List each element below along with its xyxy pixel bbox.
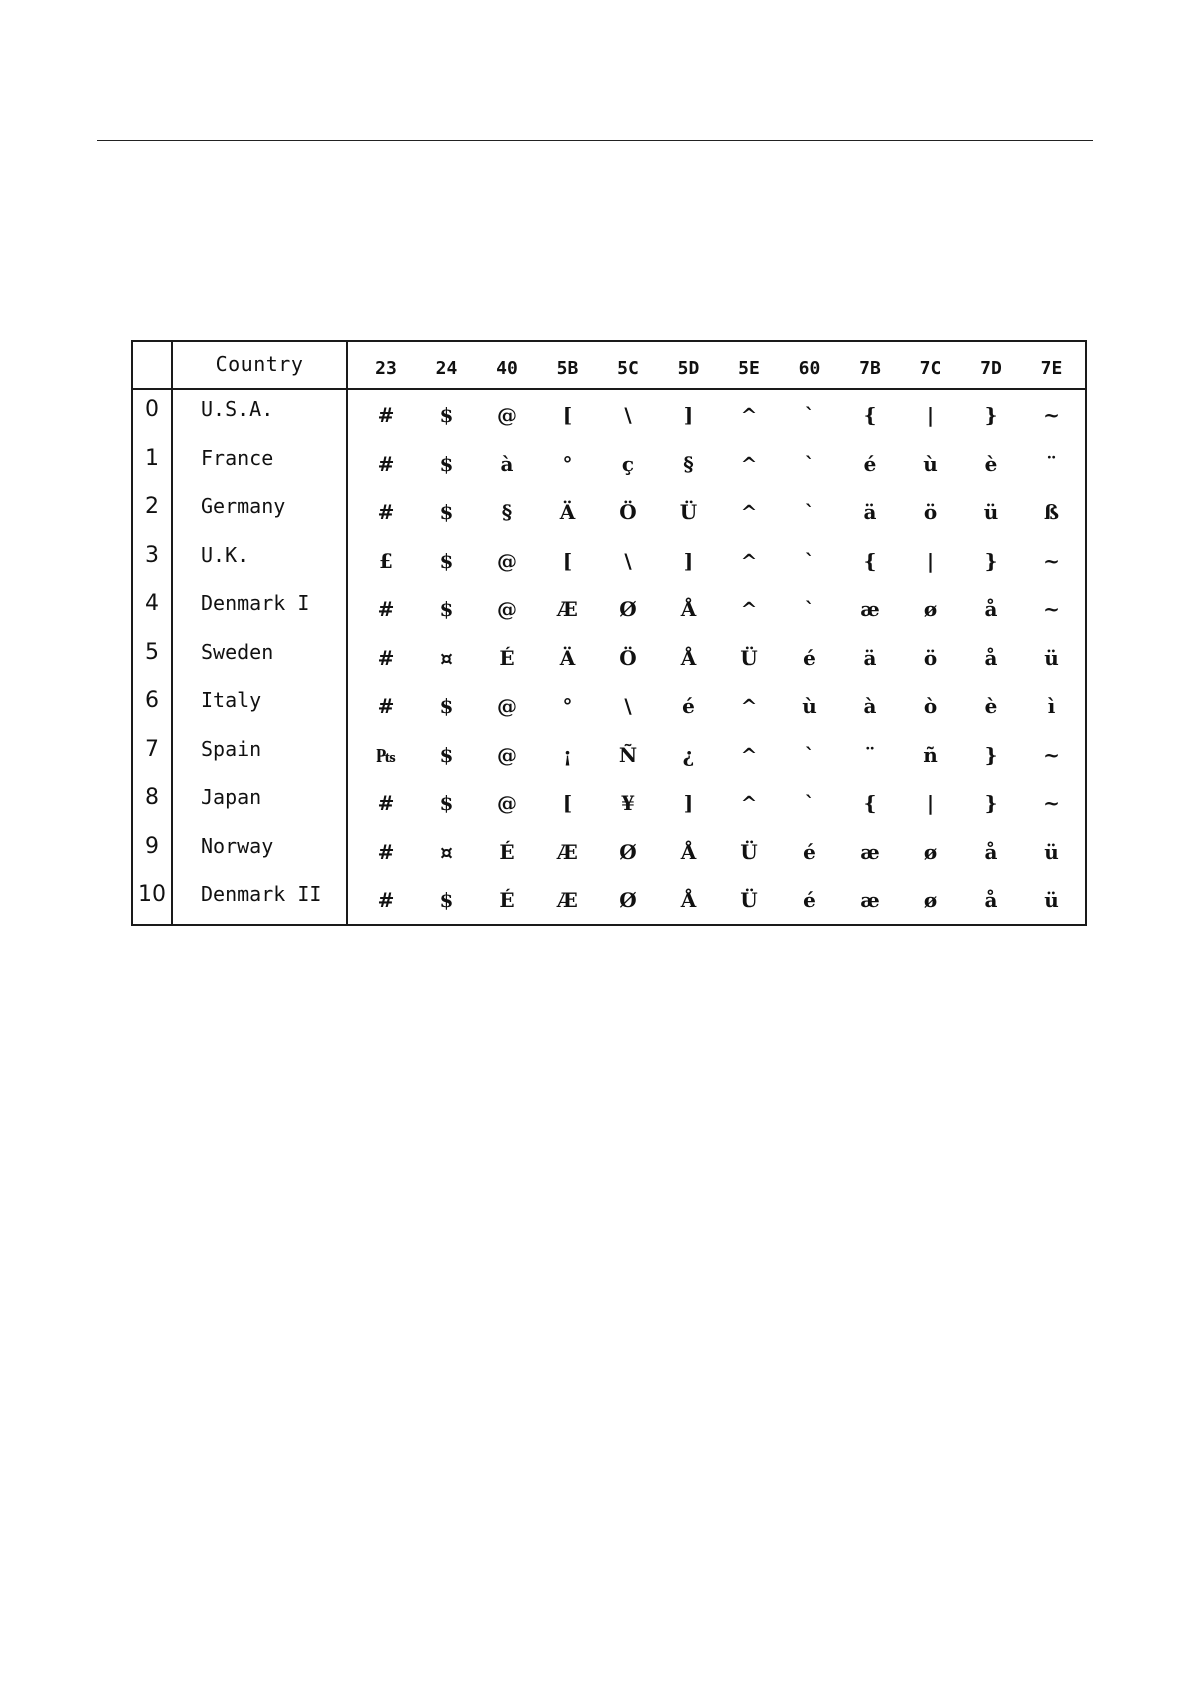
char-cell-5e: ^ [740,548,758,573]
char-cell-24: $ [439,694,454,718]
char-cell-5b: [ [562,548,573,573]
char-cell-7e: ü [1044,645,1059,670]
char-cell-5c: Ø [619,839,637,864]
char-cell-5c: ¥ [621,791,635,815]
char-cell-7d: ü [983,500,999,524]
char-cell-60: ` [804,500,815,524]
char-cell-5c: Ñ [618,742,638,767]
char-cell-7d: å [984,645,998,670]
char-cell-7b: æ [860,839,880,864]
char-cell-23: # [377,694,395,718]
char-cell-24: $ [439,597,454,621]
char-cell-5c: Ö [619,500,637,524]
char-cell-23: # [377,500,395,524]
char-cell-5e: Ü [740,645,758,670]
char-cell-7e: ¨ [1046,451,1057,476]
char-cell-7d: å [984,597,998,621]
table-row [133,733,1085,781]
char-cell-40: @ [497,694,517,718]
char-cell-5d: é [682,694,695,718]
row-number: 2 [145,494,159,519]
char-cell-5b: Æ [557,888,578,912]
table-row [133,684,1085,732]
char-cell-24: ¤ [440,839,453,864]
code-header-24: 24 [435,358,458,379]
char-cell-7e: ü [1044,888,1059,912]
char-cell-5d: Ü [679,500,698,524]
char-cell-5e: ^ [740,791,758,815]
header-divider [133,388,1085,390]
char-cell-7e: ~ [1043,548,1060,573]
table-row [133,539,1085,587]
char-cell-40: @ [497,548,517,573]
char-cell-23: # [377,645,395,670]
char-cell-7e: ~ [1043,597,1060,621]
country-name: France [201,445,274,470]
char-cell-5b: Æ [557,597,578,621]
char-cell-5e: Ü [740,888,758,912]
table-row [133,587,1085,635]
char-cell-5e: ^ [740,597,758,621]
char-cell-23: # [377,451,395,476]
char-cell-40: @ [497,791,517,815]
international-character-set-table [131,340,1087,926]
char-cell-7b: ¨ [865,742,875,767]
table-row [133,393,1085,441]
char-cell-24: $ [439,742,454,767]
char-cell-7c: ò [923,694,938,718]
country-name: Denmark II [201,882,322,906]
char-cell-5e: ^ [740,500,758,524]
char-cell-5b: [ [562,403,573,427]
char-cell-23: ₧ [376,742,396,767]
char-cell-7c: ø [923,888,938,912]
code-header-7d: 7D [980,358,1002,379]
char-cell-5d: Å [680,597,697,621]
char-cell-7d: å [984,888,998,912]
char-cell-7b: ä [863,500,877,524]
char-cell-5d: Å [680,645,697,670]
char-cell-24: $ [439,403,454,427]
char-cell-5c: \ [624,403,632,427]
char-cell-7c: ö [923,500,938,524]
char-cell-40: É [499,888,515,912]
char-cell-23: # [377,888,395,912]
char-cell-7c: ö [923,645,938,670]
row-number: 4 [145,591,159,616]
char-cell-7d: è [984,451,998,476]
row-number: 9 [145,833,159,859]
char-cell-7c: | [926,548,935,573]
char-cell-5c: \ [624,694,632,718]
char-cell-7d: } [984,742,998,767]
table-row [133,442,1085,490]
char-cell-5d: ] [683,403,694,427]
country-name: Spain [201,736,262,761]
char-cell-60: é [803,888,816,912]
char-cell-7b: { [863,403,877,427]
char-cell-60: ` [804,791,815,815]
char-cell-7b: { [863,548,877,573]
code-header-5b: 5B [556,358,579,379]
char-cell-60: ` [804,597,815,621]
char-cell-7d: } [984,791,998,815]
code-header-23: 23 [375,358,397,379]
char-cell-24: $ [439,791,454,815]
char-cell-7c: | [926,403,935,427]
char-cell-23: £ [379,548,393,573]
char-cell-7e: ~ [1043,403,1060,427]
char-cell-23: # [377,791,395,815]
char-cell-7d: å [984,839,998,864]
row-number: 6 [145,688,159,713]
char-cell-7b: é [863,451,877,476]
char-cell-5e: ^ [740,694,758,718]
char-cell-5d: Å [680,888,697,912]
char-cell-5b: ° [562,694,573,718]
table-row [133,490,1085,538]
code-header-7b: 7B [859,358,881,379]
char-cell-7c: ù [923,451,938,476]
char-cell-60: ` [804,548,815,573]
char-cell-7b: æ [860,888,880,912]
char-cell-24: $ [439,548,454,573]
char-cell-5c: Ö [619,645,637,670]
char-cell-5e: Ü [740,839,758,864]
row-number: 8 [145,785,159,810]
country-name: Denmark I [201,591,310,615]
char-cell-5e: ^ [740,451,758,476]
char-cell-40: § [501,500,513,524]
char-cell-5b: Æ [557,839,578,864]
char-cell-23: # [377,403,395,427]
char-cell-7c: ñ [923,742,938,767]
char-cell-60: é [803,839,816,864]
char-cell-60: ` [804,451,815,476]
table-row [133,830,1085,878]
row-number: 7 [145,736,159,762]
char-cell-23: # [377,597,395,621]
table-row [133,878,1085,926]
char-cell-24: $ [439,451,454,476]
code-header-40: 40 [496,358,518,379]
char-cell-60: ` [804,742,815,767]
char-cell-5d: ¿ [682,742,695,767]
country-name: Italy [201,688,262,712]
char-cell-7e: ~ [1043,742,1060,767]
char-cell-7e: ~ [1043,791,1060,815]
char-cell-40: É [499,645,515,670]
char-cell-5b: ¡ [563,742,572,767]
code-header-60: 60 [798,358,821,379]
row-number: 5 [145,639,159,665]
char-cell-5e: ^ [740,403,758,427]
char-cell-7e: ì [1047,694,1056,718]
code-header-7e: 7E [1040,358,1063,379]
country-name: Germany [201,494,286,518]
country-name: U.K. [201,542,250,567]
char-cell-5d: ] [683,791,694,815]
char-cell-7b: à [863,694,877,718]
country-name: Sweden [201,639,274,664]
row-number: 1 [145,445,159,471]
char-cell-60: ù [802,694,817,718]
char-cell-5d: ] [683,548,694,573]
char-cell-40: @ [497,597,517,621]
char-cell-5b: [ [562,791,573,815]
char-cell-7d: } [984,548,998,573]
char-cell-24: ¤ [440,645,453,670]
char-cell-40: @ [497,403,517,427]
char-cell-7c: | [926,791,935,815]
char-cell-7c: ø [923,839,938,864]
char-cell-7c: ø [923,597,938,621]
char-cell-40: @ [497,742,517,767]
country-name: Norway [201,833,274,858]
row-number: 3 [145,542,159,568]
char-cell-5e: ^ [740,742,758,767]
char-cell-24: $ [439,500,454,524]
country-header: Country [215,352,304,376]
char-cell-7d: è [984,694,998,718]
row-number: 10 [138,882,166,907]
row-number: 0 [145,397,159,422]
char-cell-60: é [803,645,816,670]
char-cell-40: à [500,451,514,476]
table-row [133,781,1085,829]
code-header-5e: 5E [738,358,760,379]
char-cell-60: ` [804,403,815,427]
char-cell-40: É [499,839,515,864]
char-cell-7b: { [863,791,877,815]
char-cell-5b: Ä [559,500,576,524]
char-cell-5c: \ [624,548,632,573]
country-name: U.S.A. [201,397,274,421]
table-row [133,636,1085,684]
char-cell-23: # [377,839,395,864]
char-cell-5d: § [683,451,694,476]
code-header-5c: 5C [617,358,639,379]
char-cell-5c: ç [621,451,635,476]
char-cell-5b: ° [562,451,573,476]
char-cell-5c: Ø [619,888,637,912]
char-cell-5d: Å [680,839,697,864]
char-cell-7d: } [984,403,998,427]
char-cell-7e: ß [1043,500,1060,524]
country-name: Japan [201,785,262,809]
char-cell-5b: Ä [559,645,576,670]
char-cell-5c: Ø [619,597,637,621]
top-rule [97,140,1093,141]
char-cell-24: $ [439,888,454,912]
code-header-7c: 7C [919,358,942,379]
char-cell-7b: æ [860,597,880,621]
code-header-5d: 5D [677,358,700,379]
char-cell-7e: ü [1044,839,1059,864]
char-cell-7b: ä [863,645,877,670]
